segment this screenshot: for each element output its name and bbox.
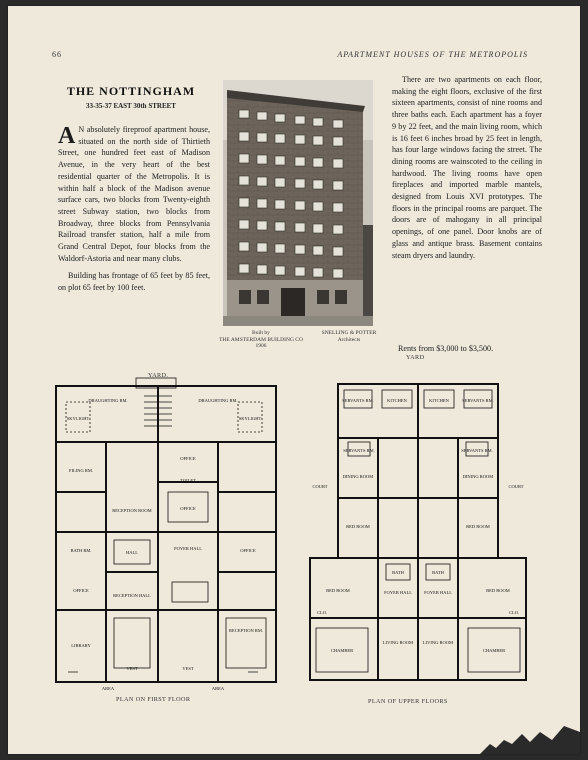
- room-living-2: LIVING ROOM: [422, 640, 454, 645]
- label-court-2: COURT: [508, 484, 524, 489]
- room-bath: BATH RM.: [70, 548, 92, 553]
- room-kitchen-2: KITCHEN: [429, 398, 449, 403]
- article-title: THE NOTTINGHAM: [66, 84, 196, 98]
- room-toilet: TOILET: [180, 478, 196, 483]
- room-filing: FILING RM.: [68, 468, 94, 473]
- room-chamber-2: CHAMBER: [482, 648, 506, 653]
- room-office-4: OFFICE: [240, 548, 256, 553]
- right-column: [392, 74, 542, 261]
- room-vest-2: VEST: [182, 666, 194, 671]
- upper-floor-caption: PLAN OF UPPER FLOORS: [368, 698, 448, 705]
- room-skylight-2: SKYLIGHT: [238, 416, 262, 421]
- room-foyer-2: FOYER HALL: [424, 590, 452, 595]
- room-skylight-1: SKYLIGHT: [66, 416, 90, 421]
- left-column: [58, 124, 210, 294]
- room-bath-2: BATH: [432, 570, 444, 575]
- description-paragraph: There are two apartments on each floor, making the eight floors, exclusive of the first sixteen apartments, consist of nine rooms and three baths each. Each apartment has a foyer 9 by 22 feet, and the main living room, which is 16 feet 6 inches broad by 25 feet in length, has four large windows facing the street. The dining rooms are wainscoted to the ceiling in hardwood. The living rooms have open fireplaces and imported marble mantels, designed from Louis XVI prototypes. The floors in the principal rooms are parquet. The doors are of mahogany in all principal openings, of one panel. Door knobs are of glass and antique brass. Basement contains steam dryers and laundry.: [392, 75, 542, 260]
- label-court-1: COURT: [312, 484, 328, 489]
- upper-floor-plan: [298, 378, 538, 688]
- room-chamber-1: CHAMBER: [330, 648, 354, 653]
- room-office-1: OFFICE: [180, 456, 196, 461]
- drop-cap: A: [58, 123, 76, 149]
- rent-line: Rents from $3,000 to $3,500.: [398, 344, 494, 353]
- intro-text: N absolutely fireproof apartment house, situated on the north side of Thirtieth Street, one hundred feet east of Madison Avenue, in the very heart of the best residential quarter of the Metropolis. It is within half a block of the Madison avenue surface cars, two blocks from Twenty-eighth street Subway station, two blocks from Broadway, three blocks from Pennsylvania Railroad transfer station, half a mile from Grand Central Depot, four blocks from the Waldorf-Astoria and near many clubs.: [58, 125, 210, 263]
- room-draughting-1: DRAUGHTING RM.: [88, 398, 128, 403]
- room-office-3: OFFICE: [73, 588, 89, 593]
- room-office-2: OFFICE: [180, 506, 196, 511]
- room-clo-1: CLO.: [316, 610, 328, 615]
- first-floor-plan: [48, 372, 283, 692]
- running-title: APARTMENT HOUSES OF THE METROPOLIS: [337, 50, 528, 59]
- page-number: 66: [52, 50, 62, 59]
- intro-paragraph: [58, 124, 210, 264]
- room-dining-2: DINING ROOM: [462, 474, 494, 479]
- building-photo-image: [223, 80, 373, 326]
- room-foyer-hall: FOYER HALL: [174, 546, 202, 551]
- upper-floor-yard-label: YARD: [406, 354, 425, 361]
- room-vest-1: VEST: [126, 666, 138, 671]
- room-servants-3: SERVANTS RM.: [343, 448, 375, 453]
- room-kitchen-1: KITCHEN: [387, 398, 407, 403]
- room-reception-hall: RECEPTION HALL: [113, 593, 151, 598]
- frontage-paragraph: Building has frontage of 65 feet by 85 feet, on plot 65 feet by 100 feet.: [58, 271, 210, 293]
- architect-credit: SNELLING & POTTER Architects: [321, 330, 377, 343]
- room-dining-1: DINING ROOM: [342, 474, 374, 479]
- room-bed-4: BED ROOM: [486, 588, 510, 593]
- room-foyer-1: FOYER HALL: [384, 590, 412, 595]
- first-floor-yard-label: YARD.: [148, 372, 169, 379]
- room-clo-2: CLO.: [508, 610, 520, 615]
- room-draughting-2: DRAUGHTING RM.: [198, 398, 238, 403]
- room-reception-rm: RECEPTION RM.: [228, 628, 264, 633]
- room-hall: HALL: [126, 550, 138, 555]
- room-living-1: LIVING ROOM: [382, 640, 414, 645]
- builder-credit: Built by THE AMSTERDAM BUILDING CO 1906: [219, 330, 303, 349]
- room-servants-2: SERVANTS RM.: [462, 398, 494, 403]
- building-photo: [223, 80, 373, 326]
- room-bed-3: BED ROOM: [326, 588, 350, 593]
- page-sheet: [8, 6, 580, 754]
- room-area-1: AREA: [101, 686, 115, 691]
- room-servants-4: SERVANTS RM.: [461, 448, 493, 453]
- room-bath-1: BATH: [392, 570, 404, 575]
- first-floor-caption: PLAN ON FIRST FLOOR: [116, 696, 191, 703]
- room-bed-2: BED ROOM: [466, 524, 490, 529]
- room-area-2: AREA: [211, 686, 225, 691]
- torn-corner: [460, 714, 580, 754]
- room-library: LIBRARY: [71, 643, 91, 648]
- article-address: 33-35-37 EAST 30th STREET: [86, 102, 176, 110]
- room-bed-1: BED ROOM: [346, 524, 370, 529]
- room-reception: RECEPTION ROOM: [112, 508, 152, 513]
- room-servants-1: SERVANTS RM.: [342, 398, 374, 403]
